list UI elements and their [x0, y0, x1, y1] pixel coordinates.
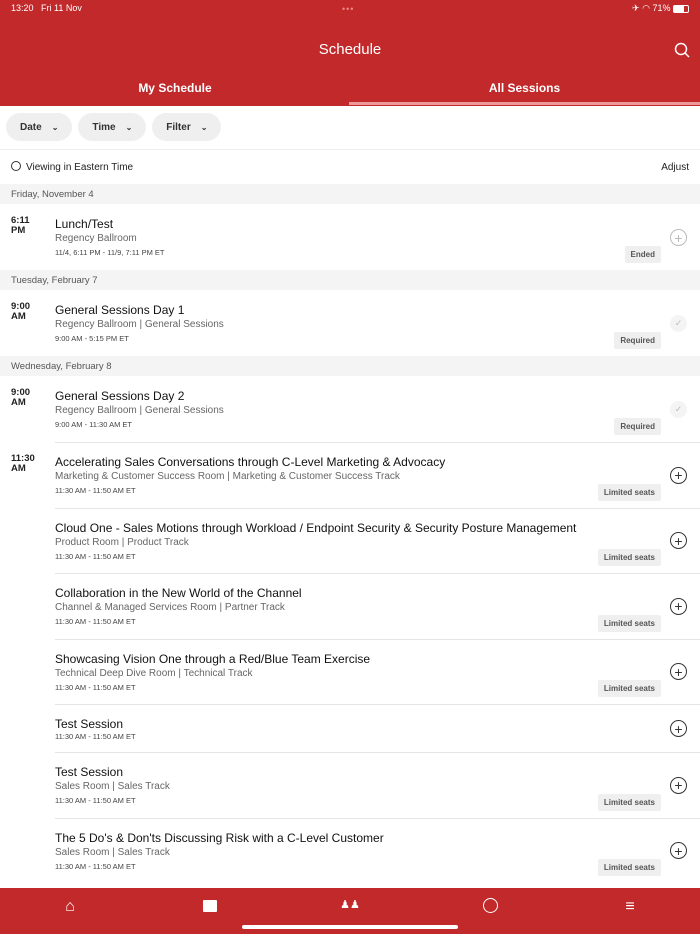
- session-row[interactable]: [0, 290, 700, 356]
- session-badge: Ended: [625, 246, 661, 263]
- session-title: Cloud One - Sales Motions through Workload / Endpoint Security & Security Posture Management: [55, 520, 577, 535]
- day-header: Friday, November 4: [0, 184, 700, 204]
- tab-my-schedule[interactable]: My Schedule: [138, 81, 212, 95]
- session-location: Marketing & Customer Success Room | Marketing & Customer Success Track: [55, 471, 400, 482]
- session-time-range: 9:00 AM - 5:15 PM ET: [55, 334, 129, 343]
- session-time-range: 11:30 AM - 11:50 AM ET: [55, 861, 136, 871]
- home-icon[interactable]: ⌂: [65, 898, 75, 915]
- battery-level: 71%: [652, 3, 671, 13]
- multitasking-dots-icon[interactable]: •••: [342, 4, 355, 14]
- session-title: Collaboration in the New World of the Channel: [55, 586, 302, 600]
- add-circle-icon[interactable]: +: [670, 720, 687, 737]
- session-location: Sales Room | Sales Track: [55, 846, 170, 858]
- session-row[interactable]: [0, 442, 700, 508]
- session-time-range: 11:30 AM - 11:50 AM ET: [55, 617, 136, 626]
- session-badge: Limited seats: [598, 794, 661, 811]
- wifi-icon: ◠: [642, 3, 650, 13]
- session-time: 11:30 AM: [11, 453, 35, 474]
- session-row[interactable]: [0, 752, 700, 818]
- airplane-icon: ✈: [632, 3, 640, 13]
- add-circle-icon[interactable]: +: [670, 777, 687, 794]
- home-indicator[interactable]: [242, 925, 458, 929]
- filter-button[interactable]: Filter ⌄: [152, 113, 221, 141]
- session-badge: Limited seats: [598, 680, 661, 697]
- add-circle-icon[interactable]: +: [670, 842, 687, 859]
- status-time: 13:20: [11, 3, 34, 13]
- chevron-down-icon: ⌄: [200, 122, 208, 132]
- session-title: Showcasing Vision One through a Red/Blue Team Exercise: [55, 651, 371, 666]
- filter-bar: [0, 106, 700, 150]
- add-circle-icon[interactable]: +: [670, 532, 687, 549]
- session-row[interactable]: [0, 818, 700, 884]
- timezone-row: [0, 150, 700, 184]
- session-time-range: 11:30 AM - 11:50 AM ET: [55, 796, 136, 805]
- check-icon[interactable]: ✓: [670, 401, 687, 418]
- day-header: Wednesday, February 8: [0, 356, 700, 376]
- session-title: Test Session: [55, 717, 124, 731]
- status-date: Fri 11 Nov: [41, 3, 82, 13]
- add-circle-icon[interactable]: +: [670, 229, 687, 246]
- session-badge: Required: [614, 332, 661, 349]
- session-badge: Limited seats: [598, 859, 661, 876]
- tab-all-sessions[interactable]: All Sessions: [349, 81, 700, 95]
- session-badge: Required: [614, 418, 661, 435]
- menu-icon[interactable]: ≡: [625, 898, 635, 915]
- session-location: Product Room | Product Track: [55, 536, 189, 548]
- session-location: Technical Deep Dive Room | Technical Track: [55, 667, 253, 679]
- session-title: General Sessions Day 1: [55, 303, 185, 317]
- session-location: Regency Ballroom | General Sessions: [55, 405, 224, 416]
- session-row[interactable]: [0, 573, 700, 639]
- search-icon[interactable]: [674, 42, 690, 63]
- session-time-range: 11/4, 6:11 PM - 11/9, 7:11 PM ET: [55, 248, 165, 257]
- session-badge: Limited seats: [598, 615, 661, 632]
- session-time-range: 11:30 AM - 11:50 AM ET: [55, 486, 136, 495]
- session-time-range: 9:00 AM - 11:30 AM ET: [55, 420, 132, 429]
- check-icon[interactable]: ✓: [670, 315, 687, 332]
- session-time: 9:00 AM: [11, 301, 31, 322]
- session-title: Test Session: [55, 765, 124, 779]
- session-title: Lunch/Test: [55, 217, 114, 231]
- timezone-label: Viewing in Eastern Time: [26, 162, 134, 173]
- chevron-down-icon: ⌄: [125, 122, 133, 132]
- people-icon[interactable]: ♟♟: [340, 899, 360, 911]
- session-badge: Limited seats: [598, 484, 661, 501]
- day-header: Tuesday, February 7: [0, 270, 700, 290]
- chevron-down-icon: ⌄: [51, 122, 59, 132]
- session-time: 9:00 AM: [11, 387, 31, 408]
- session-badge: Limited seats: [598, 549, 661, 566]
- time-filter-button[interactable]: Time ⌄: [78, 113, 146, 141]
- session-time-range: 11:30 AM - 11:50 AM ET: [55, 682, 136, 692]
- session-row[interactable]: [0, 204, 700, 270]
- session-row[interactable]: [0, 508, 700, 574]
- session-time-range: 11:30 AM - 11:50 AM ET: [55, 551, 136, 561]
- session-list: [0, 184, 700, 883]
- session-location: Regency Ballroom: [55, 233, 137, 244]
- session-row[interactable]: [0, 704, 700, 752]
- session-row[interactable]: [0, 376, 700, 442]
- session-location: Channel & Managed Services Room | Partner Track: [55, 602, 285, 613]
- session-time-range: 11:30 AM - 11:50 AM ET: [55, 732, 136, 741]
- add-circle-icon[interactable]: +: [670, 598, 687, 615]
- date-filter-button[interactable]: Date ⌄: [6, 113, 72, 141]
- battery-icon: [673, 5, 689, 13]
- session-location: Sales Room | Sales Track: [55, 781, 170, 792]
- session-title: The 5 Do's & Don'ts Discussing Risk with a C-Level Customer: [55, 830, 384, 845]
- session-time: 6:11 PM: [11, 215, 30, 236]
- add-circle-icon[interactable]: +: [670, 663, 687, 680]
- session-row[interactable]: [0, 639, 700, 705]
- header: [0, 0, 700, 106]
- session-title: General Sessions Day 2: [55, 389, 185, 403]
- clock-icon: [11, 161, 21, 171]
- session-location: Regency Ballroom | General Sessions: [55, 319, 224, 330]
- page-title: Schedule: [318, 41, 382, 58]
- add-circle-icon[interactable]: +: [670, 467, 687, 484]
- adjust-button[interactable]: Adjust: [661, 161, 689, 173]
- session-title: Accelerating Sales Conversations through C-Level Marketing & Advocacy: [55, 455, 446, 469]
